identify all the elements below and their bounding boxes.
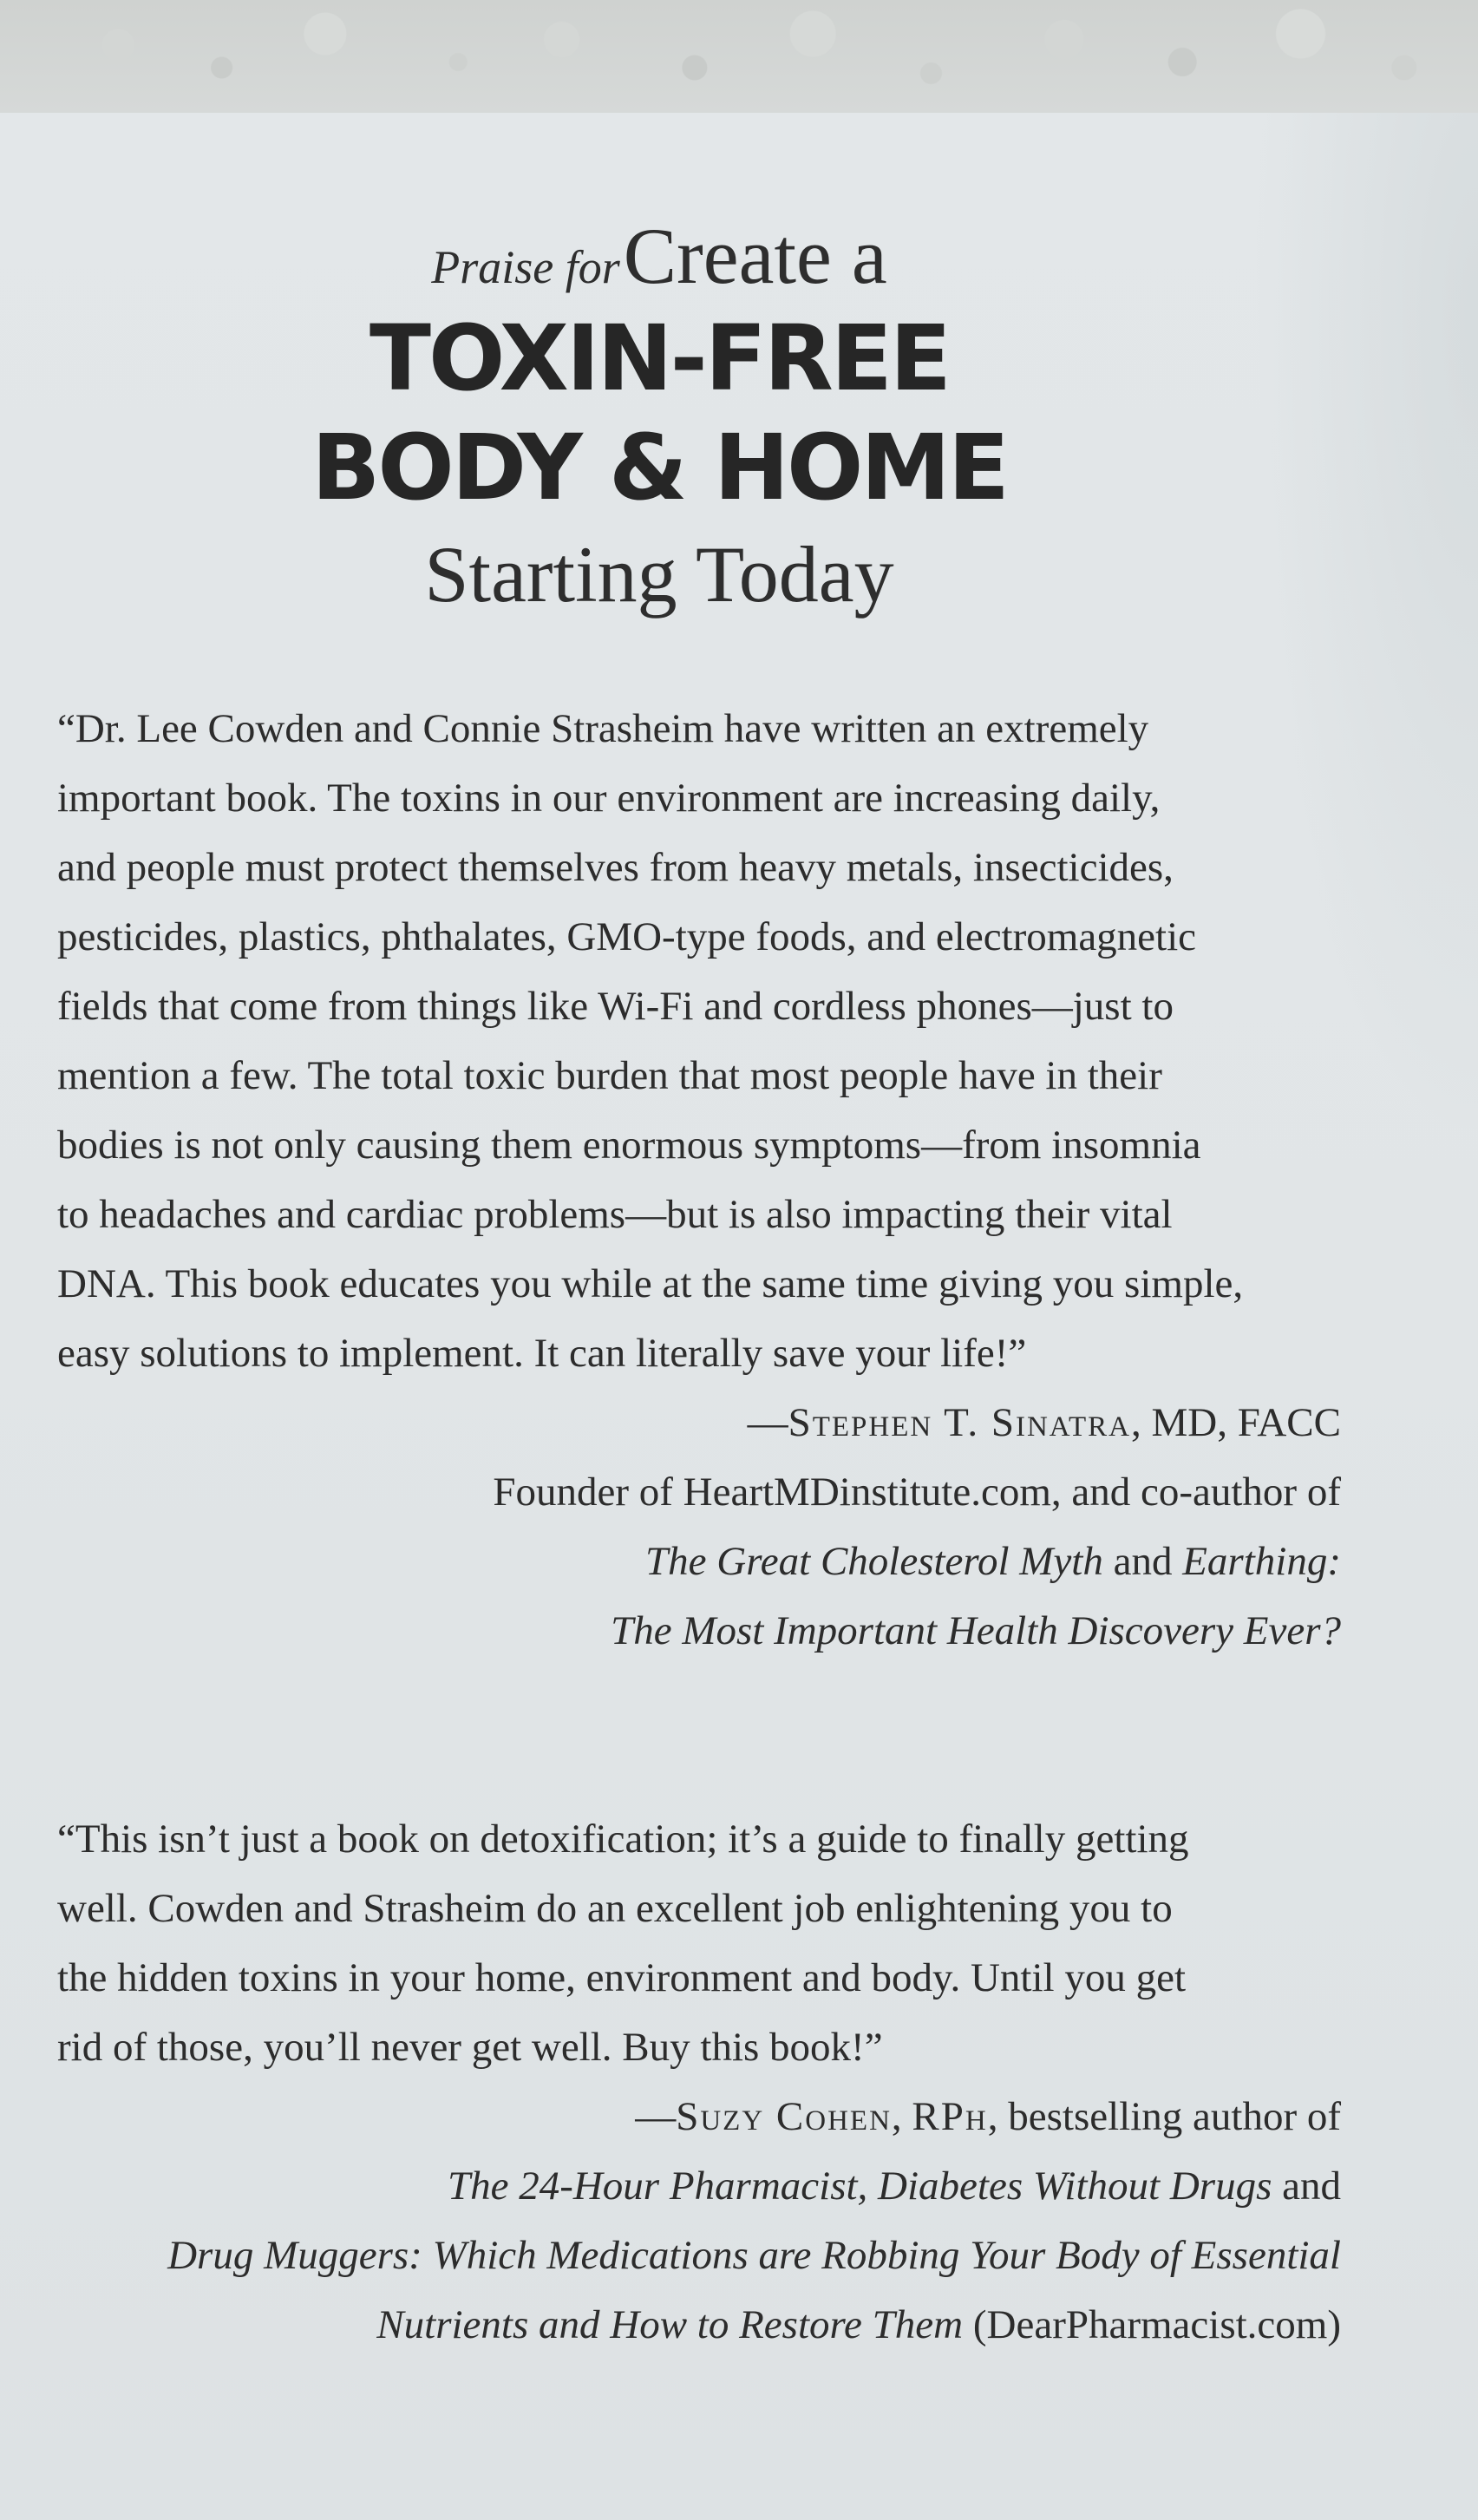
quote-1	[57, 694, 1350, 1388]
conjunction: and	[1102, 1539, 1183, 1584]
attribution-name-line	[493, 1388, 1341, 1457]
quote-line: mention a few. The total toxic burden that most people have in their	[57, 1053, 1162, 1098]
attribution-books-line	[167, 2151, 1341, 2221]
praise-for-label: Praise for	[431, 241, 620, 293]
attribution-name-line	[167, 2082, 1341, 2151]
create-a-label: Create a	[623, 212, 887, 300]
attribution-dash: —	[747, 1400, 788, 1445]
book-title: Nutrients and How to Restore Them	[376, 2302, 964, 2347]
conjunction: and	[1272, 2163, 1341, 2209]
attribution-credentials: , MD, FACC	[1130, 1400, 1341, 1445]
attribution-name: Stephen T. Sinatra	[788, 1400, 1131, 1445]
attribution-role: Founder of HeartMDinstitute.com, and co-author of	[493, 1469, 1341, 1515]
quote-line: well. Cowden and Strasheim do an excellent job enlightening you to	[57, 1886, 1173, 1931]
attribution-books-line	[167, 2290, 1341, 2360]
subtitle: Starting Today	[424, 530, 894, 619]
title-line-1: TOXIN-FREE	[370, 305, 949, 411]
quote-line: important book. The toxins in our environment are increasing daily,	[57, 776, 1161, 821]
quote-line: “This isn’t just a book on detoxification; it’s a guide to finally getting	[57, 1816, 1189, 1862]
book-title: The 24-Hour Pharmacist, Diabetes Without Drugs	[447, 2163, 1272, 2209]
website: (DearPharmacist.com)	[963, 2302, 1341, 2347]
quote-line: pesticides, plastics, phthalates, GMO-type foods, and electromagnetic	[57, 914, 1197, 959]
attribution-role: , bestselling author of	[987, 2094, 1341, 2139]
quote-line: easy solutions to implement. It can literally save your life!”	[57, 1331, 1027, 1376]
praise-for-line	[0, 208, 1318, 304]
quote-line: rid of those, you’ll never get well. Buy this book!”	[57, 2025, 883, 2070]
quote-line: the hidden toxins in your home, environment and body. Until you get	[57, 1955, 1187, 2000]
book-title: The Most Important Health Discovery Ever?	[611, 1608, 1341, 1653]
quote-line: “Dr. Lee Cowden and Connie Strasheim have written an extremely	[57, 706, 1149, 751]
quote-2	[57, 1804, 1350, 2082]
quote-line: DNA. This book educates you while at the same time giving you simple,	[57, 1261, 1244, 1306]
book-title: Drug Muggers: Which Medications are Robbing Your Body of Essential	[167, 2233, 1341, 2278]
attribution-dash: —	[635, 2094, 677, 2139]
quote-1-attribution	[493, 1388, 1341, 1666]
book-title: Earthing:	[1182, 1539, 1341, 1584]
quote-line: to headaches and cardiac problems—but is also impacting their vital	[57, 1192, 1173, 1237]
quote-line: and people must protect themselves from heavy metals, insecticides,	[57, 845, 1174, 890]
quote-2-attribution	[167, 2082, 1341, 2360]
attribution-name: Suzy Cohen	[676, 2094, 892, 2139]
title-line-2: BODY & HOME	[311, 415, 1007, 520]
separator: ,	[891, 2094, 912, 2139]
attribution-credential: RPh	[912, 2094, 988, 2139]
book-title-block	[0, 208, 1318, 626]
decorative-bubble-band	[0, 0, 1478, 113]
book-title: The Great Cholesterol Myth	[645, 1539, 1103, 1584]
quote-line: bodies is not only causing them enormous symptoms—from insomnia	[57, 1123, 1201, 1168]
attribution-books-line	[493, 1527, 1341, 1596]
quote-line: fields that come from things like Wi-Fi and cordless phones—just to	[57, 984, 1174, 1029]
